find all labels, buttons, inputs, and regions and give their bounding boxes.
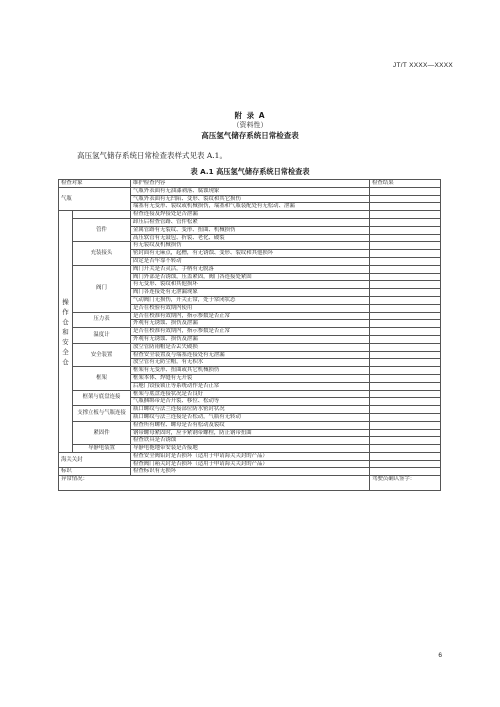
sub-object: 管件 [73, 218, 131, 241]
result-cell [370, 429, 441, 437]
check-item: 阀门外部是否锈蚀，压盖紧固，阀门各连接处紧固 [131, 273, 370, 281]
result-cell [370, 421, 441, 429]
check-item: 气动阀门无损伤，开关正常，处于常闭状态 [131, 296, 370, 304]
result-cell [370, 289, 441, 297]
intro-paragraph: 高压氢气储存系统日常检查表样式见表 A.1。 [77, 151, 227, 160]
header-result: 检查结果 [370, 180, 441, 188]
table-row [59, 390, 441, 398]
check-item: 导静电拖地带安装是否接地 [131, 445, 370, 453]
check-item: 气瓶外表面有无凹陷、变形、裂纹和其它损伤 [131, 195, 370, 203]
result-cell [370, 351, 441, 359]
check-item: 气瓶捆绑带是否开裂、移位、松动等 [131, 398, 370, 406]
result-cell [370, 468, 441, 476]
header-content: 维护检查内容 [131, 180, 370, 188]
table-row [59, 187, 441, 195]
result-cell [370, 265, 441, 273]
sub-object: 温度计 [73, 328, 131, 344]
check-item: 阀门各连接处有无泄漏现象 [131, 289, 370, 297]
check-item: 瓶口螺纹与法兰连接是否松动，气瓶有无转动 [131, 413, 370, 421]
result-cell [370, 296, 441, 304]
table-row [59, 242, 441, 250]
check-item: 钢带螺母紧固时，应卡紧钢带螺栓，防止钢带扭曲 [131, 429, 370, 437]
result-cell [370, 218, 441, 226]
check-item: 是否在校准有效期内，指示参数是否正常 [131, 328, 370, 336]
object-gas-cylinder: 气瓶 [59, 187, 131, 210]
appendix-title: 高压氢气储存系统日常检查表 [201, 131, 299, 140]
appendix-note: （资料性） [232, 121, 268, 129]
table-row [59, 367, 441, 375]
check-item: 高压软管有无鼓包、折裂、老化、破裂 [131, 234, 370, 242]
result-cell [370, 273, 441, 281]
result-cell [370, 460, 441, 468]
check-item: 有无裂纹及机械损伤 [131, 242, 370, 250]
table-row [59, 265, 441, 273]
result-cell [370, 374, 441, 382]
header-object: 检查对象 [59, 180, 131, 188]
result-cell [370, 398, 441, 406]
result-cell [370, 312, 441, 320]
check-item: 外观有无锈蚀、损伤及泄漏 [131, 320, 370, 328]
result-cell [370, 328, 441, 336]
check-item: 瓶口螺纹与法兰连接部位防水密封状况 [131, 406, 370, 414]
check-item: 阀门开关是否灵活，手柄有无脱落 [131, 265, 370, 273]
check-item: 放空管有无防尘帽，有无积水 [131, 359, 370, 367]
table-row [59, 468, 441, 476]
document-code: JT/T XXXX—XXXX [392, 62, 453, 69]
sub-object: 安全装置 [73, 343, 131, 366]
table-row [59, 445, 441, 453]
check-item: 框架有无变形、扭曲或其它机械损伤 [131, 367, 370, 375]
inspection-table-body [59, 180, 441, 491]
result-cell [370, 226, 441, 234]
check-item: 卸压后检查管路、管件松紧 [131, 218, 370, 226]
sub-object: 支撑立板与气瓶连接 [73, 406, 131, 422]
sub-object: 导静电装置 [73, 445, 131, 453]
table-row [59, 218, 441, 226]
object-marking: 标识 [59, 468, 131, 476]
sub-object: 框架 [73, 367, 131, 390]
appendix-label: 附 录 A [234, 111, 266, 120]
result-cell [370, 390, 441, 398]
check-item: 检查所有螺栓、螺母是否有松动及裂纹 [131, 421, 370, 429]
check-item: 后舱门铰接锁止等系统动作是否正常 [131, 382, 370, 390]
result-cell [370, 187, 441, 195]
result-cell [370, 367, 441, 375]
inspection-table [58, 179, 441, 491]
sub-object: 充装接头 [73, 242, 131, 265]
check-item: 是否在校准有效期内，指示参数是否正常 [131, 312, 370, 320]
check-item: 框架与底盘连接状况是否良好 [131, 390, 370, 398]
table-row [59, 343, 441, 351]
table-header-row [59, 180, 441, 188]
page-number: 6 [438, 652, 442, 659]
check-item: 检查安全装置及与端塞连接处有无泄漏 [131, 351, 370, 359]
sub-object: 紧固件 [73, 421, 131, 444]
sub-object: 阀门 [73, 265, 131, 312]
check-item: 是否在校验有效期内使用 [131, 304, 370, 312]
result-cell [370, 250, 441, 258]
table-row [59, 328, 441, 336]
table-row [59, 406, 441, 414]
driver-signature-field[interactable]: 驾驶员确认签字： [370, 476, 441, 491]
check-item: 金属管路有无裂纹、变形、扭曲、机械损伤 [131, 226, 370, 234]
result-cell [370, 406, 441, 414]
check-item: 检查安全阀铅封是否损坏（适用于申请海关关封的产品） [131, 452, 370, 460]
signature-row [59, 476, 441, 491]
result-cell [370, 452, 441, 460]
result-cell [370, 320, 441, 328]
compartment-label: 操作仓和安全仓 [62, 297, 69, 366]
table-row [59, 421, 441, 429]
check-item: 框架本体、焊缝有无开裂 [131, 374, 370, 382]
check-item: 外观有无锈蚀、损伤及泄漏 [131, 335, 370, 343]
result-cell [370, 382, 441, 390]
result-cell [370, 234, 441, 242]
result-cell [370, 195, 441, 203]
abnormal-situation-field[interactable]: 异常情况： [59, 476, 370, 491]
table-title: 表 A.1 高压氢气储存系统日常检查表 [190, 167, 310, 176]
check-item: 端塞有无变形、裂纹或机械损伤，端塞和气瓶装配处有无松动、泄漏 [131, 203, 370, 211]
result-cell [370, 281, 441, 289]
sub-object: 压力表 [73, 312, 131, 328]
check-item: 放空管防雨帽是否丢失破损 [131, 343, 370, 351]
result-cell [370, 304, 441, 312]
check-item: 检查连接及焊接处是否泄漏 [131, 211, 370, 219]
result-cell [370, 203, 441, 211]
table-row [59, 312, 441, 320]
object-compartment [59, 211, 73, 453]
table-row [59, 452, 441, 460]
check-item: 密封面有无麻点，起槽，有无锈蚀、变形、裂纹和其他损坏 [131, 250, 370, 258]
check-item: 固定是否牢靠不转动 [131, 257, 370, 265]
sub-object: 框架与底盘连接 [73, 390, 131, 406]
check-item: 气瓶外表面有无油漆剥落、腐蚀现象 [131, 187, 370, 195]
result-cell [370, 335, 441, 343]
result-cell [370, 242, 441, 250]
check-item: 检查标识有无损坏 [131, 468, 370, 476]
check-item: 有无变形、裂纹和其他损坏 [131, 281, 370, 289]
result-cell [370, 413, 441, 421]
object-customs-lock: 海关关封 [59, 452, 131, 468]
result-cell [370, 211, 441, 219]
result-cell [370, 359, 441, 367]
result-cell [370, 437, 441, 445]
check-item: 检查阀门箱关封是否损坏（适用于申请海关关封的产品） [131, 460, 370, 468]
result-cell [370, 257, 441, 265]
result-cell [370, 343, 441, 351]
sub-object [73, 211, 131, 219]
check-item: 检查铁具是否锈蚀 [131, 437, 370, 445]
result-cell [370, 445, 441, 453]
table-row [59, 211, 441, 219]
